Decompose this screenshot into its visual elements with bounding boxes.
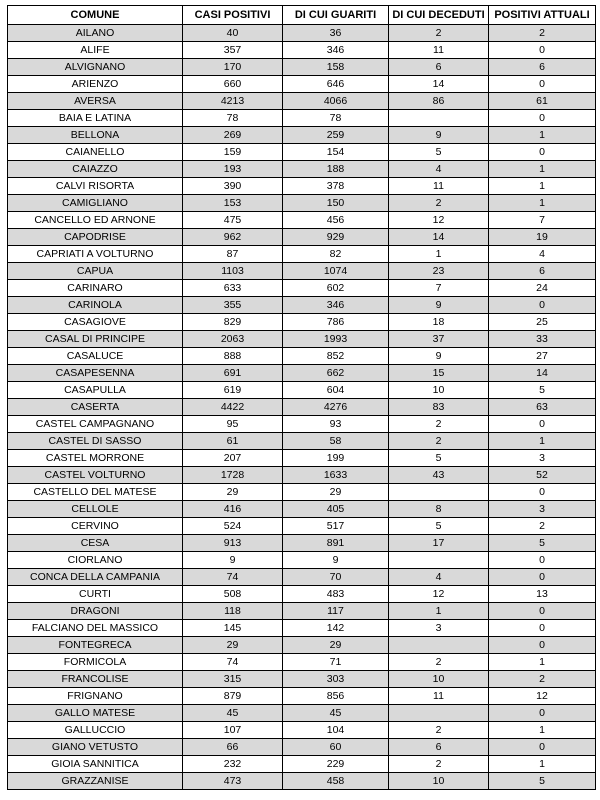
cell-casi-positivi: 107 [183, 722, 283, 739]
cell-comune: CASERTA [8, 399, 183, 416]
cell-comune: DRAGONI [8, 603, 183, 620]
cell-casi-positivi: 29 [183, 484, 283, 501]
cell-guariti: 303 [283, 671, 389, 688]
cell-deceduti [389, 637, 489, 654]
cell-guariti: 4276 [283, 399, 389, 416]
cell-deceduti: 11 [389, 42, 489, 59]
cell-deceduti [389, 552, 489, 569]
cell-casi-positivi: 315 [183, 671, 283, 688]
table-row [8, 399, 596, 416]
cell-casi-positivi: 619 [183, 382, 283, 399]
cell-guariti: 786 [283, 314, 389, 331]
cell-casi-positivi: 9 [183, 552, 283, 569]
header-casi-positivi: CASI POSITIVI [183, 6, 283, 25]
cell-deceduti: 2 [389, 654, 489, 671]
cell-deceduti: 4 [389, 569, 489, 586]
cell-deceduti: 14 [389, 229, 489, 246]
cell-deceduti: 1 [389, 603, 489, 620]
cell-positivi-attuali: 33 [489, 331, 596, 348]
cell-comune: CAPUA [8, 263, 183, 280]
cell-guariti: 150 [283, 195, 389, 212]
table-row [8, 25, 596, 42]
cell-casi-positivi: 61 [183, 433, 283, 450]
cell-casi-positivi: 232 [183, 756, 283, 773]
cell-guariti: 346 [283, 297, 389, 314]
table-row [8, 501, 596, 518]
cell-casi-positivi: 691 [183, 365, 283, 382]
cell-deceduti [389, 705, 489, 722]
cell-comune: CASAPESENNA [8, 365, 183, 382]
cell-comune: FRANCOLISE [8, 671, 183, 688]
table-row [8, 433, 596, 450]
cell-guariti: 36 [283, 25, 389, 42]
cell-deceduti: 4 [389, 161, 489, 178]
table-row [8, 229, 596, 246]
cell-comune: FORMICOLA [8, 654, 183, 671]
cell-casi-positivi: 4422 [183, 399, 283, 416]
cell-casi-positivi: 888 [183, 348, 283, 365]
cell-casi-positivi: 78 [183, 110, 283, 127]
cell-deceduti: 9 [389, 297, 489, 314]
cell-casi-positivi: 390 [183, 178, 283, 195]
cell-comune: GIANO VETUSTO [8, 739, 183, 756]
cell-deceduti: 2 [389, 195, 489, 212]
cell-positivi-attuali: 1 [489, 127, 596, 144]
table-row [8, 773, 596, 790]
header-positivi-attuali: POSITIVI ATTUALI [489, 6, 596, 25]
cell-positivi-attuali: 0 [489, 705, 596, 722]
cell-comune: GALLO MATESE [8, 705, 183, 722]
table-row [8, 348, 596, 365]
cell-casi-positivi: 913 [183, 535, 283, 552]
cell-positivi-attuali: 0 [489, 297, 596, 314]
cell-comune: CAMIGLIANO [8, 195, 183, 212]
cell-deceduti: 9 [389, 127, 489, 144]
cell-casi-positivi: 475 [183, 212, 283, 229]
cell-comune: GALLUCCIO [8, 722, 183, 739]
cell-positivi-attuali: 1 [489, 433, 596, 450]
cell-casi-positivi: 508 [183, 586, 283, 603]
cell-guariti: 517 [283, 518, 389, 535]
cell-deceduti: 86 [389, 93, 489, 110]
cell-deceduti: 10 [389, 382, 489, 399]
table-row [8, 654, 596, 671]
table-row [8, 42, 596, 59]
cell-comune: CANCELLO ED ARNONE [8, 212, 183, 229]
cell-positivi-attuali: 1 [489, 722, 596, 739]
cell-guariti: 29 [283, 484, 389, 501]
table-row [8, 314, 596, 331]
table-row [8, 620, 596, 637]
cell-casi-positivi: 1103 [183, 263, 283, 280]
cell-positivi-attuali: 0 [489, 42, 596, 59]
cell-comune: CASTEL CAMPAGNANO [8, 416, 183, 433]
cell-positivi-attuali: 1 [489, 178, 596, 195]
cell-comune: ARIENZO [8, 76, 183, 93]
cell-positivi-attuali: 0 [489, 603, 596, 620]
cell-guariti: 856 [283, 688, 389, 705]
cell-deceduti: 5 [389, 450, 489, 467]
header-row [8, 6, 596, 25]
table-row [8, 161, 596, 178]
cell-casi-positivi: 879 [183, 688, 283, 705]
cell-casi-positivi: 74 [183, 569, 283, 586]
table-row [8, 127, 596, 144]
cell-comune: CASTELLO DEL MATESE [8, 484, 183, 501]
table-row [8, 586, 596, 603]
cell-deceduti: 14 [389, 76, 489, 93]
cell-comune: CASAPULLA [8, 382, 183, 399]
cell-comune: CESA [8, 535, 183, 552]
cell-positivi-attuali: 13 [489, 586, 596, 603]
cell-casi-positivi: 159 [183, 144, 283, 161]
cell-positivi-attuali: 12 [489, 688, 596, 705]
cell-comune: FALCIANO DEL MASSICO [8, 620, 183, 637]
cell-comune: CAIANELLO [8, 144, 183, 161]
cell-deceduti: 10 [389, 671, 489, 688]
cell-casi-positivi: 1728 [183, 467, 283, 484]
cell-comune: CAPRIATI A VOLTURNO [8, 246, 183, 263]
cell-deceduti: 23 [389, 263, 489, 280]
cell-guariti: 646 [283, 76, 389, 93]
cell-casi-positivi: 145 [183, 620, 283, 637]
table-row [8, 246, 596, 263]
cell-comune: CASTEL MORRONE [8, 450, 183, 467]
cell-comune: FRIGNANO [8, 688, 183, 705]
covid-cases-table [7, 5, 596, 790]
cell-guariti: 1633 [283, 467, 389, 484]
cell-casi-positivi: 357 [183, 42, 283, 59]
table-row [8, 365, 596, 382]
table-row [8, 416, 596, 433]
cell-casi-positivi: 2063 [183, 331, 283, 348]
cell-casi-positivi: 118 [183, 603, 283, 620]
cell-guariti: 1074 [283, 263, 389, 280]
cell-comune: CARINOLA [8, 297, 183, 314]
cell-deceduti: 2 [389, 722, 489, 739]
cell-positivi-attuali: 5 [489, 382, 596, 399]
table-body [8, 25, 596, 790]
table-row [8, 484, 596, 501]
cell-guariti: 70 [283, 569, 389, 586]
cell-comune: BAIA E LATINA [8, 110, 183, 127]
cell-positivi-attuali: 1 [489, 161, 596, 178]
cell-casi-positivi: 193 [183, 161, 283, 178]
cell-casi-positivi: 45 [183, 705, 283, 722]
table-row [8, 722, 596, 739]
cell-casi-positivi: 74 [183, 654, 283, 671]
cell-guariti: 378 [283, 178, 389, 195]
cell-guariti: 483 [283, 586, 389, 603]
cell-deceduti: 2 [389, 416, 489, 433]
table-row [8, 569, 596, 586]
cell-casi-positivi: 660 [183, 76, 283, 93]
cell-casi-positivi: 633 [183, 280, 283, 297]
cell-deceduti: 12 [389, 212, 489, 229]
table-row [8, 110, 596, 127]
cell-guariti: 60 [283, 739, 389, 756]
table-row [8, 637, 596, 654]
cell-deceduti: 7 [389, 280, 489, 297]
table-row [8, 280, 596, 297]
cell-guariti: 45 [283, 705, 389, 722]
cell-guariti: 4066 [283, 93, 389, 110]
cell-deceduti: 18 [389, 314, 489, 331]
cell-deceduti: 17 [389, 535, 489, 552]
table-row [8, 144, 596, 161]
cell-positivi-attuali: 25 [489, 314, 596, 331]
table-row [8, 552, 596, 569]
table-row [8, 705, 596, 722]
table-row [8, 59, 596, 76]
table-row [8, 195, 596, 212]
cell-guariti: 662 [283, 365, 389, 382]
cell-deceduti: 1 [389, 246, 489, 263]
cell-guariti: 158 [283, 59, 389, 76]
cell-guariti: 58 [283, 433, 389, 450]
cell-guariti: 9 [283, 552, 389, 569]
cell-guariti: 71 [283, 654, 389, 671]
cell-comune: CERVINO [8, 518, 183, 535]
cell-positivi-attuali: 0 [489, 552, 596, 569]
table-row [8, 331, 596, 348]
cell-guariti: 78 [283, 110, 389, 127]
cell-comune: CAPODRISE [8, 229, 183, 246]
cell-comune: GRAZZANISE [8, 773, 183, 790]
cell-comune: CAIAZZO [8, 161, 183, 178]
cell-comune: CONCA DELLA CAMPANIA [8, 569, 183, 586]
cell-comune: FONTEGRECA [8, 637, 183, 654]
cell-guariti: 188 [283, 161, 389, 178]
cell-positivi-attuali: 61 [489, 93, 596, 110]
cell-deceduti: 2 [389, 433, 489, 450]
cell-positivi-attuali: 1 [489, 654, 596, 671]
cell-comune: ALVIGNANO [8, 59, 183, 76]
table-row [8, 450, 596, 467]
cell-positivi-attuali: 0 [489, 620, 596, 637]
cell-casi-positivi: 416 [183, 501, 283, 518]
cell-guariti: 458 [283, 773, 389, 790]
cell-guariti: 154 [283, 144, 389, 161]
table-row [8, 76, 596, 93]
table-row [8, 93, 596, 110]
cell-comune: BELLONA [8, 127, 183, 144]
cell-positivi-attuali: 0 [489, 739, 596, 756]
cell-positivi-attuali: 7 [489, 212, 596, 229]
table-row [8, 756, 596, 773]
cell-deceduti: 9 [389, 348, 489, 365]
table-row [8, 535, 596, 552]
cell-guariti: 346 [283, 42, 389, 59]
cell-casi-positivi: 355 [183, 297, 283, 314]
cell-guariti: 199 [283, 450, 389, 467]
cell-deceduti [389, 484, 489, 501]
cell-guariti: 259 [283, 127, 389, 144]
cell-casi-positivi: 95 [183, 416, 283, 433]
cell-casi-positivi: 962 [183, 229, 283, 246]
cell-positivi-attuali: 0 [489, 76, 596, 93]
cell-guariti: 852 [283, 348, 389, 365]
cell-deceduti: 15 [389, 365, 489, 382]
header-guariti: DI CUI GUARITI [283, 6, 389, 25]
cell-guariti: 929 [283, 229, 389, 246]
cell-positivi-attuali: 2 [489, 671, 596, 688]
cell-deceduti: 43 [389, 467, 489, 484]
cell-positivi-attuali: 2 [489, 25, 596, 42]
table-row [8, 739, 596, 756]
cell-positivi-attuali: 19 [489, 229, 596, 246]
cell-comune: CASAL DI PRINCIPE [8, 331, 183, 348]
cell-comune: CARINARO [8, 280, 183, 297]
cell-deceduti: 2 [389, 25, 489, 42]
cell-positivi-attuali: 2 [489, 518, 596, 535]
cell-positivi-attuali: 0 [489, 484, 596, 501]
cell-comune: CIORLANO [8, 552, 183, 569]
cell-positivi-attuali: 0 [489, 144, 596, 161]
cell-guariti: 229 [283, 756, 389, 773]
cell-positivi-attuali: 1 [489, 756, 596, 773]
cell-positivi-attuali: 3 [489, 450, 596, 467]
table-row [8, 297, 596, 314]
cell-deceduti: 37 [389, 331, 489, 348]
cell-positivi-attuali: 5 [489, 535, 596, 552]
cell-casi-positivi: 207 [183, 450, 283, 467]
cell-casi-positivi: 269 [183, 127, 283, 144]
cell-guariti: 604 [283, 382, 389, 399]
cell-comune: AILANO [8, 25, 183, 42]
cell-guariti: 405 [283, 501, 389, 518]
cell-positivi-attuali: 0 [489, 637, 596, 654]
header-comune: COMUNE [8, 6, 183, 25]
cell-guariti: 1993 [283, 331, 389, 348]
cell-guariti: 82 [283, 246, 389, 263]
cell-comune: CASTEL DI SASSO [8, 433, 183, 450]
table-row [8, 178, 596, 195]
table-row [8, 467, 596, 484]
cell-comune: CALVI RISORTA [8, 178, 183, 195]
cell-positivi-attuali: 27 [489, 348, 596, 365]
covid-cases-table-container [7, 5, 595, 790]
cell-casi-positivi: 29 [183, 637, 283, 654]
table-row [8, 263, 596, 280]
cell-deceduti [389, 110, 489, 127]
table-row [8, 688, 596, 705]
cell-casi-positivi: 4213 [183, 93, 283, 110]
cell-guariti: 93 [283, 416, 389, 433]
cell-comune: CASALUCE [8, 348, 183, 365]
table-row [8, 518, 596, 535]
cell-positivi-attuali: 14 [489, 365, 596, 382]
table-header [8, 6, 596, 25]
cell-casi-positivi: 524 [183, 518, 283, 535]
cell-positivi-attuali: 24 [489, 280, 596, 297]
cell-casi-positivi: 473 [183, 773, 283, 790]
cell-casi-positivi: 87 [183, 246, 283, 263]
cell-positivi-attuali: 5 [489, 773, 596, 790]
cell-positivi-attuali: 4 [489, 246, 596, 263]
cell-guariti: 117 [283, 603, 389, 620]
cell-deceduti: 83 [389, 399, 489, 416]
cell-deceduti: 11 [389, 178, 489, 195]
table-row [8, 671, 596, 688]
cell-deceduti: 6 [389, 59, 489, 76]
cell-casi-positivi: 829 [183, 314, 283, 331]
cell-guariti: 602 [283, 280, 389, 297]
cell-guariti: 142 [283, 620, 389, 637]
cell-deceduti: 10 [389, 773, 489, 790]
cell-comune: GIOIA SANNITICA [8, 756, 183, 773]
table-row [8, 212, 596, 229]
cell-guariti: 456 [283, 212, 389, 229]
table-row [8, 382, 596, 399]
cell-deceduti: 6 [389, 739, 489, 756]
cell-positivi-attuali: 6 [489, 263, 596, 280]
cell-positivi-attuali: 0 [489, 569, 596, 586]
cell-positivi-attuali: 6 [489, 59, 596, 76]
cell-deceduti: 12 [389, 586, 489, 603]
cell-positivi-attuali: 3 [489, 501, 596, 518]
cell-deceduti: 3 [389, 620, 489, 637]
cell-comune: ALIFE [8, 42, 183, 59]
cell-comune: CASAGIOVE [8, 314, 183, 331]
cell-positivi-attuali: 0 [489, 416, 596, 433]
cell-guariti: 104 [283, 722, 389, 739]
table-row [8, 603, 596, 620]
cell-comune: AVERSA [8, 93, 183, 110]
cell-casi-positivi: 40 [183, 25, 283, 42]
cell-positivi-attuali: 52 [489, 467, 596, 484]
cell-deceduti: 5 [389, 518, 489, 535]
cell-positivi-attuali: 0 [489, 110, 596, 127]
cell-casi-positivi: 170 [183, 59, 283, 76]
cell-guariti: 891 [283, 535, 389, 552]
header-deceduti: DI CUI DECEDUTI [389, 6, 489, 25]
cell-comune: CURTI [8, 586, 183, 603]
cell-deceduti: 2 [389, 756, 489, 773]
cell-casi-positivi: 153 [183, 195, 283, 212]
cell-comune: CELLOLE [8, 501, 183, 518]
cell-guariti: 29 [283, 637, 389, 654]
cell-deceduti: 5 [389, 144, 489, 161]
cell-deceduti: 8 [389, 501, 489, 518]
cell-positivi-attuali: 63 [489, 399, 596, 416]
cell-comune: CASTEL VOLTURNO [8, 467, 183, 484]
cell-deceduti: 11 [389, 688, 489, 705]
cell-casi-positivi: 66 [183, 739, 283, 756]
cell-positivi-attuali: 1 [489, 195, 596, 212]
